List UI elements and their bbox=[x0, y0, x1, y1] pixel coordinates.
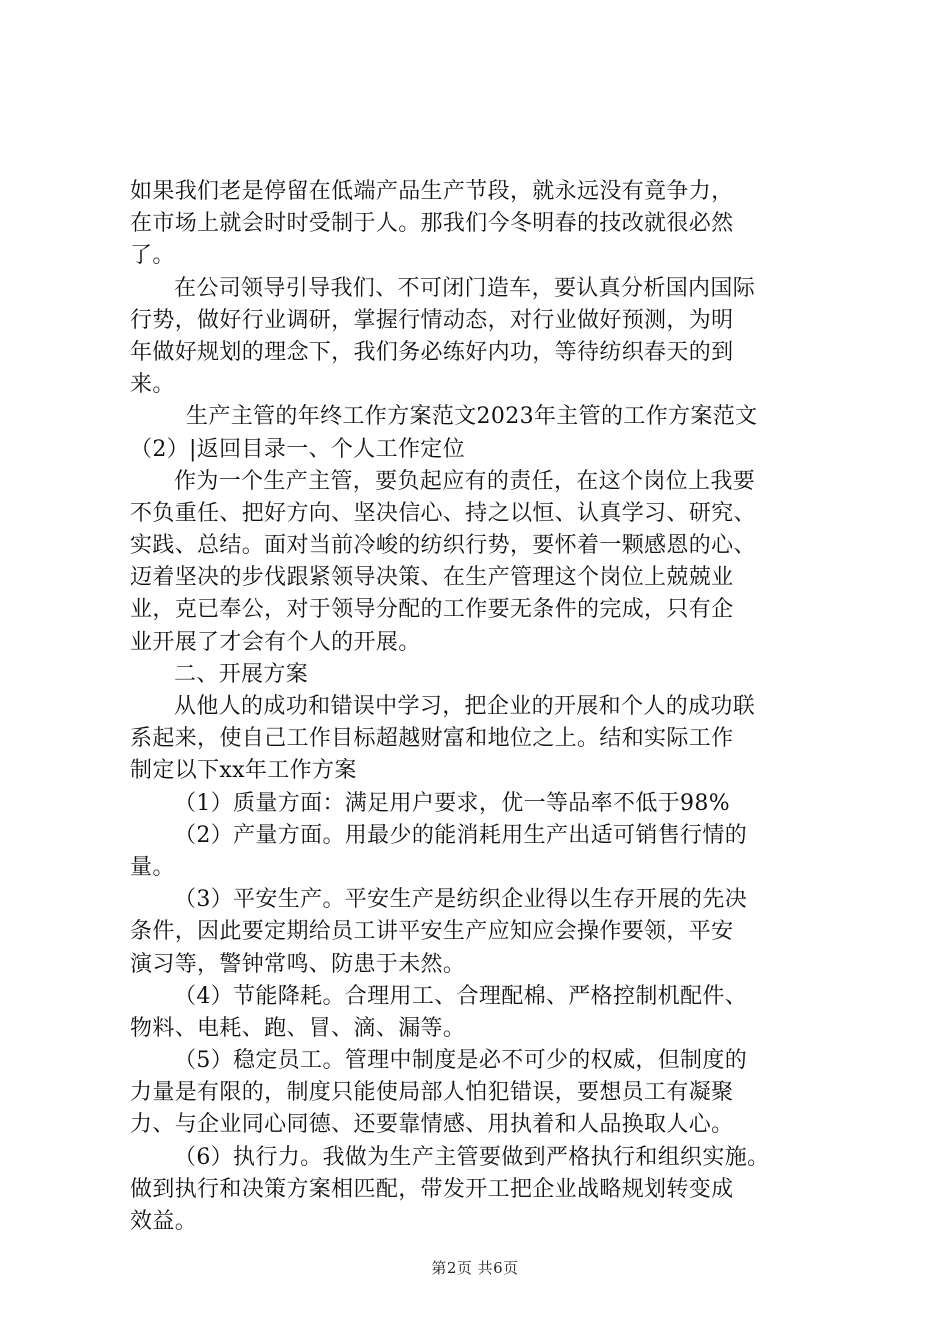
text-line: 年做好规划的理念下，我们务必练好内功，等待纺织春天的到 bbox=[130, 339, 734, 365]
text-line: 在市场上就会时时受制于人。那我们今冬明春的技改就很必然 bbox=[130, 211, 734, 237]
text-line: 力量是有限的，制度只能使局部人怕犯错误，要想员工有凝聚 bbox=[130, 1080, 734, 1106]
text-line: 系起来，使自己工作目标超越财富和地位之上。结和实际工作 bbox=[130, 726, 734, 752]
text-line: 力、与企业同心同德、还要靠情感、用执着和人品换取人心。 bbox=[130, 1112, 734, 1138]
page-footer: 第2页 共6页 bbox=[431, 1259, 519, 1277]
text-line: 效益。 bbox=[130, 1209, 198, 1234]
text-line: 迈着坚决的步伐跟紧领导决策、在生产管理这个岗位上兢兢业 bbox=[130, 565, 734, 591]
paragraph-start-line: 在公司领导引导我们、不可闭门造车，要认真分析国内国际 bbox=[174, 275, 756, 301]
paragraph-start-line: 从他人的成功和错误中学习，把企业的开展和个人的成功联 bbox=[174, 694, 756, 719]
text-line: 实践、总结。面对当前冷峻的纺织行势，要怀着一颗感恩的心、 bbox=[130, 533, 756, 559]
text-line: 条件，因此要定期给员工讲平安生产应知应会操作要领，平安 bbox=[130, 919, 734, 945]
list-item-line: （1）质量方面：满足用户要求，优一等品率不低于98% bbox=[174, 790, 730, 816]
text-line: 来。 bbox=[130, 372, 175, 398]
text-line: 业，克已奉公，对于领导分配的工作要无条件的完成，只有企 bbox=[130, 597, 734, 623]
text-line: 制定以下xx年工作方案 bbox=[130, 758, 357, 784]
list-item-line: （6）执行力。我做为生产主管要做到严格执行和组织实施。 bbox=[174, 1144, 770, 1170]
section-title-line: 生产主管的年终工作方案范文2023年主管的工作方案范文 bbox=[186, 404, 758, 430]
text-line: 做到执行和决策方案相匹配，带发开工把企业战略规划转变成 bbox=[130, 1176, 734, 1202]
list-item-line: （3）平安生产。平安生产是纺织企业得以生存开展的先决 bbox=[174, 887, 748, 913]
text-line: 了。 bbox=[130, 243, 175, 269]
document-body bbox=[130, 176, 830, 1238]
paragraph-start-line: 作为一个生产主管，要负起应有的责任，在这个岗位上我要 bbox=[174, 468, 756, 494]
section-title-line: （2）|返回目录一、个人工作定位 bbox=[130, 436, 466, 462]
text-line: 物料、电耗、跑、冒、滴、漏等。 bbox=[130, 1015, 466, 1041]
list-item-line: （5）稳定员工。管理中制度是必不可少的权威，但制度的 bbox=[174, 1048, 748, 1074]
text-line: 如果我们老是停留在低端产品生产节段，就永远没有竟争力， bbox=[130, 179, 734, 204]
text-line: 量。 bbox=[130, 854, 175, 880]
list-item-line: （2）产量方面。用最少的能消耗用生产出适可销售行情的 bbox=[174, 822, 748, 848]
text-line: 行势，做好行业调研，掌握行情动态，对行业做好预测，为明 bbox=[130, 307, 734, 333]
section-heading: 二、开展方案 bbox=[174, 661, 309, 687]
text-line: 不负重任、把好方向、坚决信心、持之以恒、认真学习、研究、 bbox=[130, 500, 756, 526]
text-line: 演习等，警钟常鸣、防患于未然。 bbox=[130, 951, 466, 977]
list-item-line: （4）节能降耗。合理用工、合理配棉、严格控制机配件、 bbox=[174, 983, 748, 1009]
text-line: 业开展了才会有个人的开展。 bbox=[130, 629, 421, 655]
